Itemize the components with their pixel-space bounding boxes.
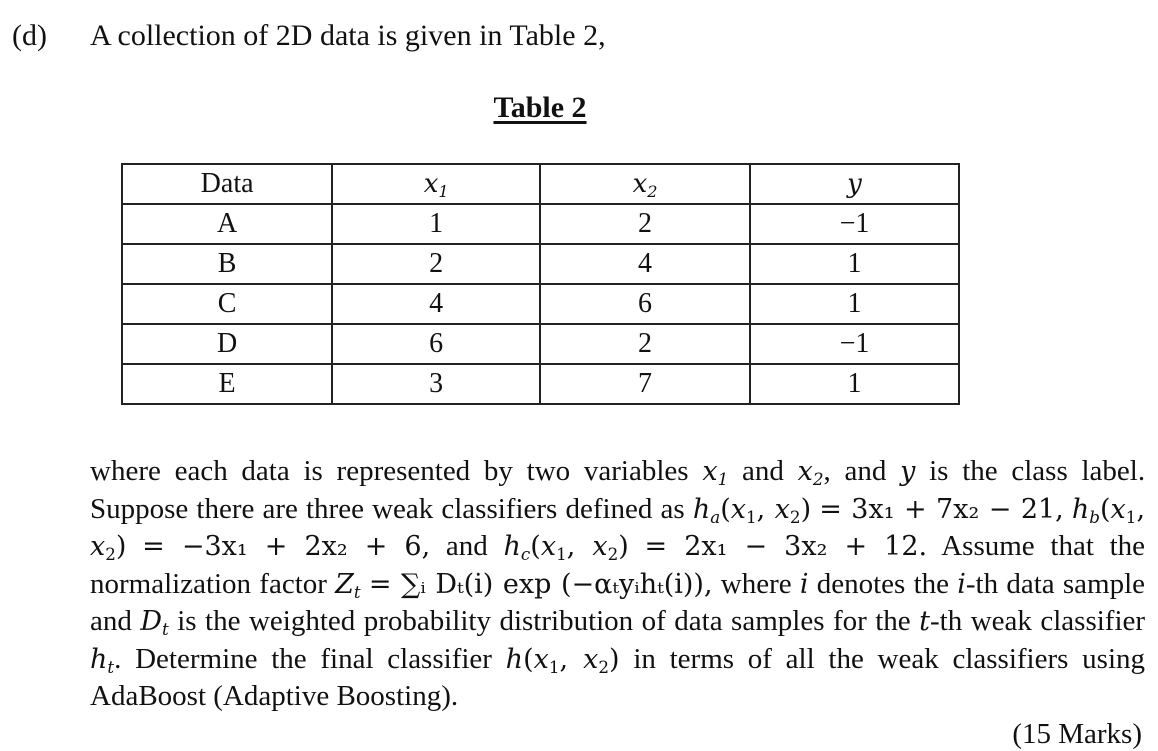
- body-text: , and: [823, 455, 887, 487]
- table-title: Table 2: [493, 91, 587, 124]
- cell: 1: [750, 244, 959, 284]
- body-text: -th data sample and: [90, 567, 1145, 637]
- body-text: is the class label. Suppose there are three weak classifiers defined as: [90, 455, 1146, 525]
- body-text: where: [720, 567, 792, 600]
- header-y: y: [750, 164, 959, 204]
- ha-definition: = 3x₁ + 7x₂ − 21,: [819, 493, 1064, 525]
- cell: 2: [540, 204, 750, 244]
- cell: 3: [332, 364, 540, 404]
- question-body: where each data is represented by two variables $x_1$ and $x_2$, and y is the class label. Suppose there are three weak classifiers defined as $h_a(x_1$, $x_2) = 3x_1 + 7x_2 - 21$, $h_b(x_1$, $x_2) = -3x_1 + 2x_2 + 6$, and $h_c(x_1$, $x_2) = 2x_1 - 3x_2 + 12$. Assume that the normalization factor $Z_t$ = ∑ᵢ Dₜ(i) exp (−αₜyᵢhₜ(i)), where i denotes the i-th data sample and $D_t$ is the weighted probability distribution of data samples for the t-th weak classifier $h_t$. Determine the final classifier $h(x_1$, $x_2$) in terms of all the weak classifiers using AdaBoost (Adaptive Boosting).: [90, 455, 1146, 712]
- table-row: [122, 324, 959, 364]
- hb-definition: = −3x₁ + 2x₂ + 6,: [142, 531, 431, 562]
- body-text: denotes the: [816, 567, 949, 600]
- header-data: Data: [122, 164, 332, 204]
- body-text: -th weak classifier: [930, 605, 1146, 637]
- cell: −1: [750, 324, 959, 364]
- body-text: . Determine the final classifier: [114, 642, 492, 675]
- table-row: [122, 244, 959, 284]
- cell: 1: [750, 284, 959, 324]
- cell: 6: [332, 324, 540, 364]
- body-text: and: [741, 455, 784, 487]
- zt-definition: = ∑ᵢ Dₜ(i) exp (−αₜyᵢhₜ(i)),: [368, 568, 713, 600]
- body-text: is the weighted probability distribution of data samples for the: [177, 605, 911, 637]
- table-row: [122, 364, 959, 404]
- cell: 6: [540, 284, 750, 324]
- cell: 1: [750, 364, 959, 404]
- cell: 4: [540, 244, 750, 284]
- table-header-row: [122, 164, 959, 204]
- cell: 2: [332, 244, 540, 284]
- cell: 1: [332, 204, 540, 244]
- cell: D: [122, 324, 332, 364]
- body-text: and: [445, 530, 488, 562]
- cell: C: [122, 284, 332, 324]
- cell: 4: [332, 284, 540, 324]
- body-text: Assume that the normalization factor: [90, 530, 1146, 600]
- cell: A: [122, 204, 332, 244]
- cell: 7: [540, 364, 750, 404]
- header-x1: $x_1$: [332, 164, 540, 204]
- table-row: [122, 204, 959, 244]
- cell: B: [122, 244, 332, 284]
- marks-label: (15 Marks): [1012, 718, 1142, 750]
- cell: −1: [750, 204, 959, 244]
- cell: 2: [540, 324, 750, 364]
- question-label: (d): [12, 19, 47, 52]
- body-text: where each data is represented by two variables: [90, 455, 689, 487]
- cell: E: [122, 364, 332, 404]
- data-table: [121, 163, 960, 405]
- hc-definition: = 2x₁ − 3x₂ + 12.: [644, 531, 928, 562]
- body-text: in terms of all the weak classifiers using AdaBoost (Adaptive Boosting).: [90, 642, 1145, 712]
- question-intro: A collection of 2D data is given in Table 2,: [90, 19, 606, 52]
- table-row: [122, 284, 959, 324]
- header-x2: $x_2$: [540, 164, 750, 204]
